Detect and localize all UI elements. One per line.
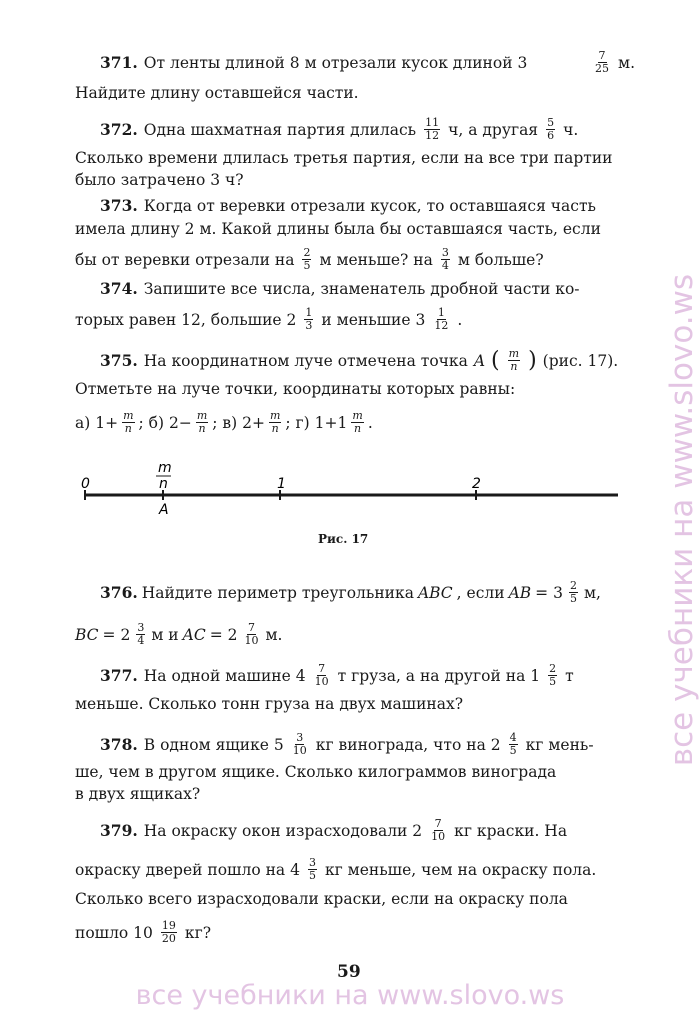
fraction: $\frac{7}{10}$ — [314, 662, 329, 688]
problem-377-line-1: 377. На одной машине 4 $\frac{7}{10}$ т груза, а на другой на 1 $\frac{2}{5}$ т — [100, 662, 574, 688]
problem-number: 376. — [100, 582, 138, 602]
problem-373-line-3: бы от веревки отрезали на $\frac{2}{5}$ м меньше? на $\frac{3}{4}$ м больше? — [75, 246, 544, 272]
coordinate-ray-figure — [70, 450, 630, 525]
problem-378-line-2: ше, чем в другом ящике. Сколько килограммов винограда — [75, 763, 557, 781]
fraction: $\frac{19}{20}$ — [161, 919, 176, 945]
problem-number: 378. — [100, 734, 138, 754]
problem-379-line-1: 379. На окраску окон израсходовали 2 $\frac{7}{10}$ кг краски. На — [100, 817, 568, 843]
problem-375-line-1: 375. На координатном луче отмечена точка A ( $\frac{m}{n}$ ) (рис. 17). — [100, 347, 619, 373]
page-number: 59 — [337, 962, 361, 982]
fraction: $\frac{2}{5}$ — [303, 246, 311, 272]
figure-caption: Рис. 17 — [318, 532, 369, 546]
problem-372-line-1: 372. Одна шахматная партия длилась $\frac{11}{12}$ ч, а другая $\frac{5}{6}$ ч. — [100, 116, 579, 142]
problem-374-line-1: 374. Запишите все числа, знаменатель дробной части ко- — [100, 279, 580, 298]
problem-371-line-1: 371. От ленты длиной 8 м отрезали кусок длиной 3 $\frac{7}{25}$ м. — [100, 49, 635, 75]
label-m: m — [158, 460, 172, 476]
problem-379-line-4: пошло 10 $\frac{19}{20}$ кг? — [75, 919, 212, 945]
label-n: n — [159, 476, 168, 492]
fraction: $\frac{11}{12}$ — [425, 116, 440, 142]
fraction: $\frac{3}{5}$ — [308, 856, 316, 882]
fraction: $\frac{1}{3}$ — [305, 306, 313, 332]
fraction: $\frac{1}{12}$ — [434, 306, 449, 332]
problem-378-line-1: 378. В одном ящике 5 $\frac{3}{10}$ кг винограда, что на 2 $\frac{4}{5}$ кг мень- — [100, 731, 594, 757]
fraction: $\frac{4}{5}$ — [509, 731, 517, 757]
problem-379-line-2: окраску дверей пошло на 4 $\frac{3}{5}$ кг меньше, чем на окраску пола. — [75, 856, 597, 882]
problem-379-line-3: Сколько всего израсходовали краски, если на окраску пола — [75, 890, 568, 908]
problem-376-line-1: 376. Найдите периметр треугольника ABC , если AB = 3 $\frac{2}{5}$ м, — [100, 579, 601, 605]
problem-number: 377. — [100, 665, 138, 685]
problem-376-line-2: BC = 2 $\frac{3}{4}$ м и AC = 2 $\frac{7}{10}$ м. — [75, 621, 283, 647]
problem-number: 375. — [100, 350, 138, 370]
problem-372-line-3: было затрачено 3 ч? — [75, 171, 244, 189]
label-A: A — [159, 502, 169, 518]
fraction: $\frac{2}{5}$ — [569, 579, 577, 605]
problem-371-line-2: Найдите длину оставшейся части. — [75, 84, 359, 102]
problem-number: 371. — [100, 52, 138, 72]
problem-375-items: а) 1+ $\frac{m}{n}$ ; б) 2− $\frac{m}{n}$ ; в) 2+ $\frac{m}{n}$ ; г) 1+1 $\frac{m}{n}$ . — [75, 409, 373, 435]
problem-372-line-2: Сколько времени длилась третья партия, если на все три партии — [75, 149, 613, 167]
problem-375-line-2: Отметьте на луче точки, координаты которых равны: — [75, 380, 516, 398]
label-0: 0 — [81, 476, 90, 492]
problem-373-line-1: 373. Когда от веревки отрезали кусок, то оставшаяся часть — [100, 196, 596, 215]
problem-373-line-2: имела длину 2 м. Какой длины была бы оставшаяся часть, если — [75, 220, 601, 238]
fraction: $\frac{2}{5}$ — [549, 662, 557, 688]
fraction: $\frac{3}{10}$ — [292, 731, 307, 757]
label-1: 1 — [277, 476, 286, 492]
problem-number: 379. — [100, 820, 138, 840]
problem-378-line-3: в двух ящиках? — [75, 785, 201, 803]
problem-377-line-2: меньше. Сколько тонн груза на двух машинах? — [75, 695, 464, 713]
watermark-bottom: все учебники на www.slovo.ws — [135, 980, 565, 1011]
problem-text: От ленты длиной 8 м отрезали кусок длиной 3 — [143, 53, 528, 72]
watermark-side: все учебники на www.slovo.ws — [664, 273, 700, 767]
problem-number: 374. — [100, 279, 138, 298]
problem-number: 372. — [100, 119, 138, 139]
fraction: $\frac{5}{6}$ — [547, 116, 555, 142]
fraction: $\frac{7}{10}$ — [431, 817, 446, 843]
fraction: $\frac{7}{10}$ — [244, 621, 259, 647]
label-2: 2 — [472, 476, 481, 492]
problem-number: 373. — [100, 196, 138, 215]
fraction: $\frac{3}{4}$ — [137, 621, 145, 647]
fraction: $\frac{3}{4}$ — [441, 246, 449, 272]
fraction: $\frac{7}{25}$ — [595, 49, 610, 75]
problem-374-line-2: торых равен 12, большие 2 $\frac{1}{3}$ и меньшие 3 $\frac{1}{12}$ . — [75, 306, 463, 332]
